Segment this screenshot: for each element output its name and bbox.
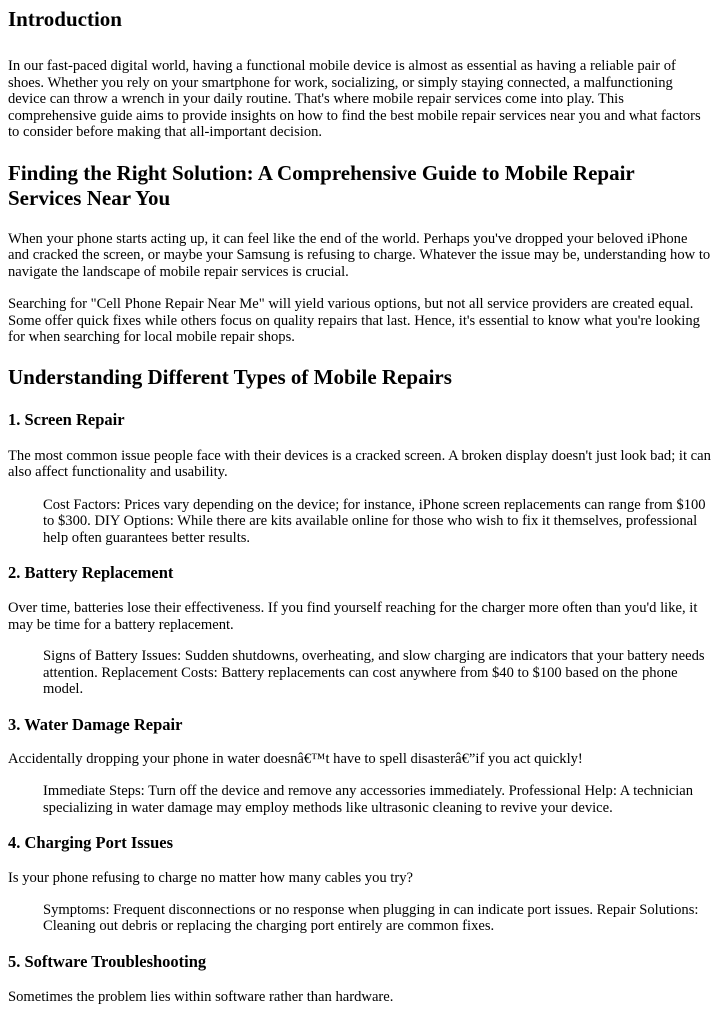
water-damage-paragraph: Accidentally dropping your phone in water doesnâ€™t have to spell disasterâ€”if you act quickly! <box>8 750 583 767</box>
water-damage-heading: 3. Water Damage Repair <box>8 714 183 734</box>
screen-repair-heading: 1. Screen Repair <box>8 409 125 429</box>
screen-repair-quote: Cost Factors: Prices vary depending on the device; for instance, iPhone screen replacements can range from $100 to $300. DIY Options: While there are kits available online for those who wish to fix it themselves, professional help often guarantees better results. <box>43 496 706 546</box>
battery-replacement-paragraph: Over time, batteries lose their effectiveness. If you find yourself reaching for the charger more often than you'd like, it may be time for a battery replacement. <box>8 600 698 633</box>
software-troubleshooting-paragraph: Sometimes the problem lies within software rather than hardware. <box>8 988 394 1005</box>
finding-paragraph-2: Searching for "Cell Phone Repair Near Me" will yield various options, but not all service providers are created equal. Some offer quick fixes while others focus on quality repairs that last. Hence, it's essential to know what you're looking for when searching for local mobile repair shops. <box>8 296 700 345</box>
finding-heading: Finding the Right Solution: A Comprehensive Guide to Mobile Repair Services Near You <box>8 160 635 210</box>
charging-port-paragraph: Is your phone refusing to charge no matter how many cables you try? <box>8 870 413 886</box>
water-damage-quote: Immediate Steps: Turn off the device and remove any accessories immediately. Professional Help: A technician specializing in water damage may employ methods like ultrasonic cleaning to revive your device. <box>43 783 694 816</box>
finding-paragraph-1: When your phone starts acting up, it can feel like the end of the world. Perhaps you've dropped your beloved iPhone and cracked the screen, or maybe your Samsung is refusing to charge. Whatever the issue may be, understanding how to navigate the landscape of mobile repair services is crucial. <box>8 230 711 280</box>
screen-repair-paragraph: The most common issue people face with their devices is a cracked screen. A broken display doesn't just look bad; it can also affect functionality and usability. <box>8 447 711 480</box>
types-heading: Understanding Different Types of Mobile Repairs <box>8 364 452 389</box>
software-troubleshooting-heading: 5. Software Troubleshooting <box>8 951 207 971</box>
intro-paragraph: In our fast-paced digital world, having a functional mobile device is almost as essential as having a reliable pair of shoes. Whether you rely on your smartphone for work, socializing, or simply staying connected, a malfunctioning device can throw a wrench in your daily routine. That's where mobile repair services come into play. This comprehensive guide aims to provide insights on how to find the best mobile repair services near you and what factors to consider before making that all-important decision. <box>8 58 701 140</box>
charging-port-quote: Symptoms: Frequent disconnections or no response when plugging in can indicate port issues. Repair Solutions: Cleaning out debris or replacing the charging port entirely are common fixes. <box>43 901 699 934</box>
battery-replacement-quote: Signs of Battery Issues: Sudden shutdowns, overheating, and slow charging are indicators that your battery needs attention. Replacement Costs: Battery replacements can cost anywhere from $40 to $100 based on the phone model. <box>43 648 705 697</box>
battery-replacement-heading: 2. Battery Replacement <box>8 563 174 582</box>
charging-port-heading: 4. Charging Port Issues <box>8 833 174 852</box>
intro-heading: Introduction <box>8 7 122 31</box>
